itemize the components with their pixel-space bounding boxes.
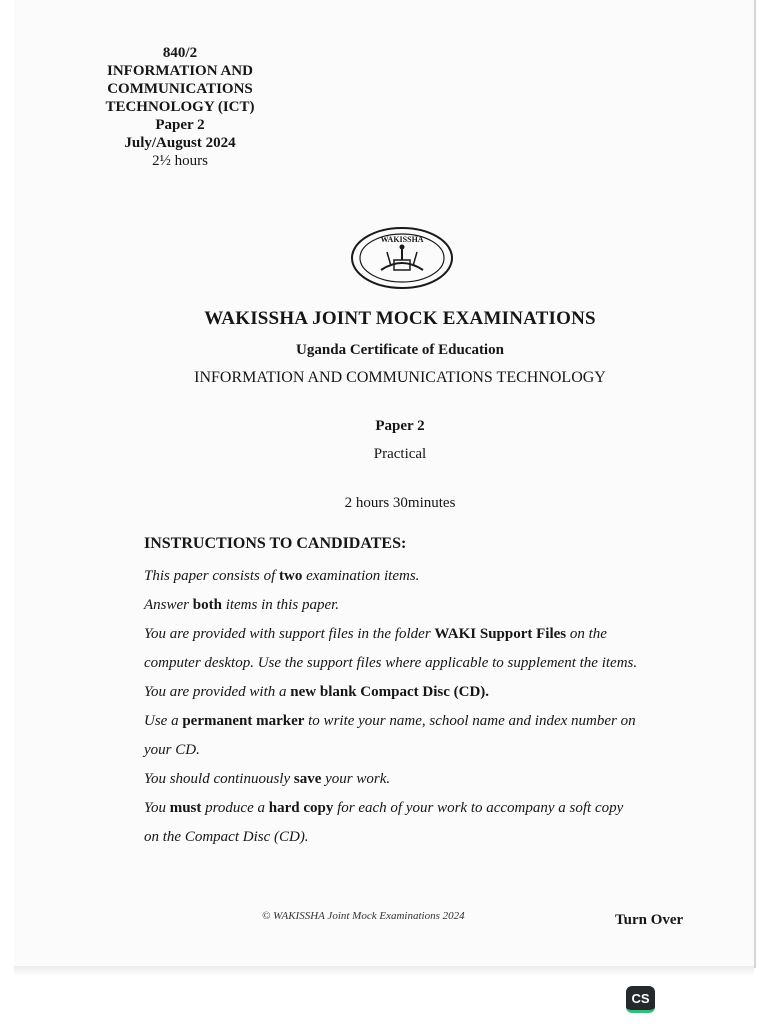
instruction-line: This paper consists of two examination items. [144, 568, 420, 584]
paper-label: Paper 2 [375, 418, 425, 434]
camscanner-badge-icon: CS [626, 986, 655, 1013]
instruction-line: your CD. [144, 742, 200, 758]
paper-number: Paper 2 [155, 117, 205, 133]
logo-text: WAKISSHA [380, 235, 424, 244]
subject-line-3: TECHNOLOGY (ICT) [105, 99, 255, 115]
session: July/August 2024 [124, 135, 236, 151]
exam-subject: INFORMATION AND COMMUNICATIONS TECHNOLOGY [194, 369, 606, 386]
exam-time: 2 hours 30minutes [344, 495, 456, 511]
copyright-notice: © WAKISSHA Joint Mock Examinations 2024 [262, 910, 465, 922]
duration: 2½ hours [152, 153, 208, 169]
instruction-line: Answer both items in this paper. [144, 597, 340, 613]
instructions-list [144, 562, 709, 852]
turn-over-label: Turn Over [615, 912, 684, 928]
subject-line-2: COMMUNICATIONS [107, 81, 253, 97]
instruction-line: on the Compact Disc (CD). [144, 829, 309, 845]
subject-line-1: INFORMATION AND [107, 63, 253, 79]
instruction-line: You must produce a hard copy for each of your work to accompany a soft copy [144, 800, 624, 816]
paper-type: Practical [373, 446, 427, 462]
paper-code: 840/2 [162, 45, 198, 61]
exam-title: WAKISSHA JOINT MOCK EXAMINATIONS [204, 308, 596, 329]
page-edge-shadow [14, 966, 754, 976]
instruction-line: You should continuously save your work. [144, 771, 391, 787]
paper-header [80, 44, 280, 170]
instruction-line: You are provided with support files in the folder WAKI Support Files on the [144, 626, 607, 642]
instruction-line: computer desktop. Use the support files where applicable to supplement the items. [144, 655, 638, 671]
instruction-line: You are provided with a new blank Compact Disc (CD). [144, 684, 490, 700]
wakissha-logo [351, 226, 453, 290]
instruction-line: Use a permanent marker to write your name, school name and index number on [144, 713, 636, 729]
exam-subtitle: Uganda Certificate of Education [296, 342, 504, 358]
instructions-heading: INSTRUCTIONS TO CANDIDATES: [144, 535, 407, 552]
